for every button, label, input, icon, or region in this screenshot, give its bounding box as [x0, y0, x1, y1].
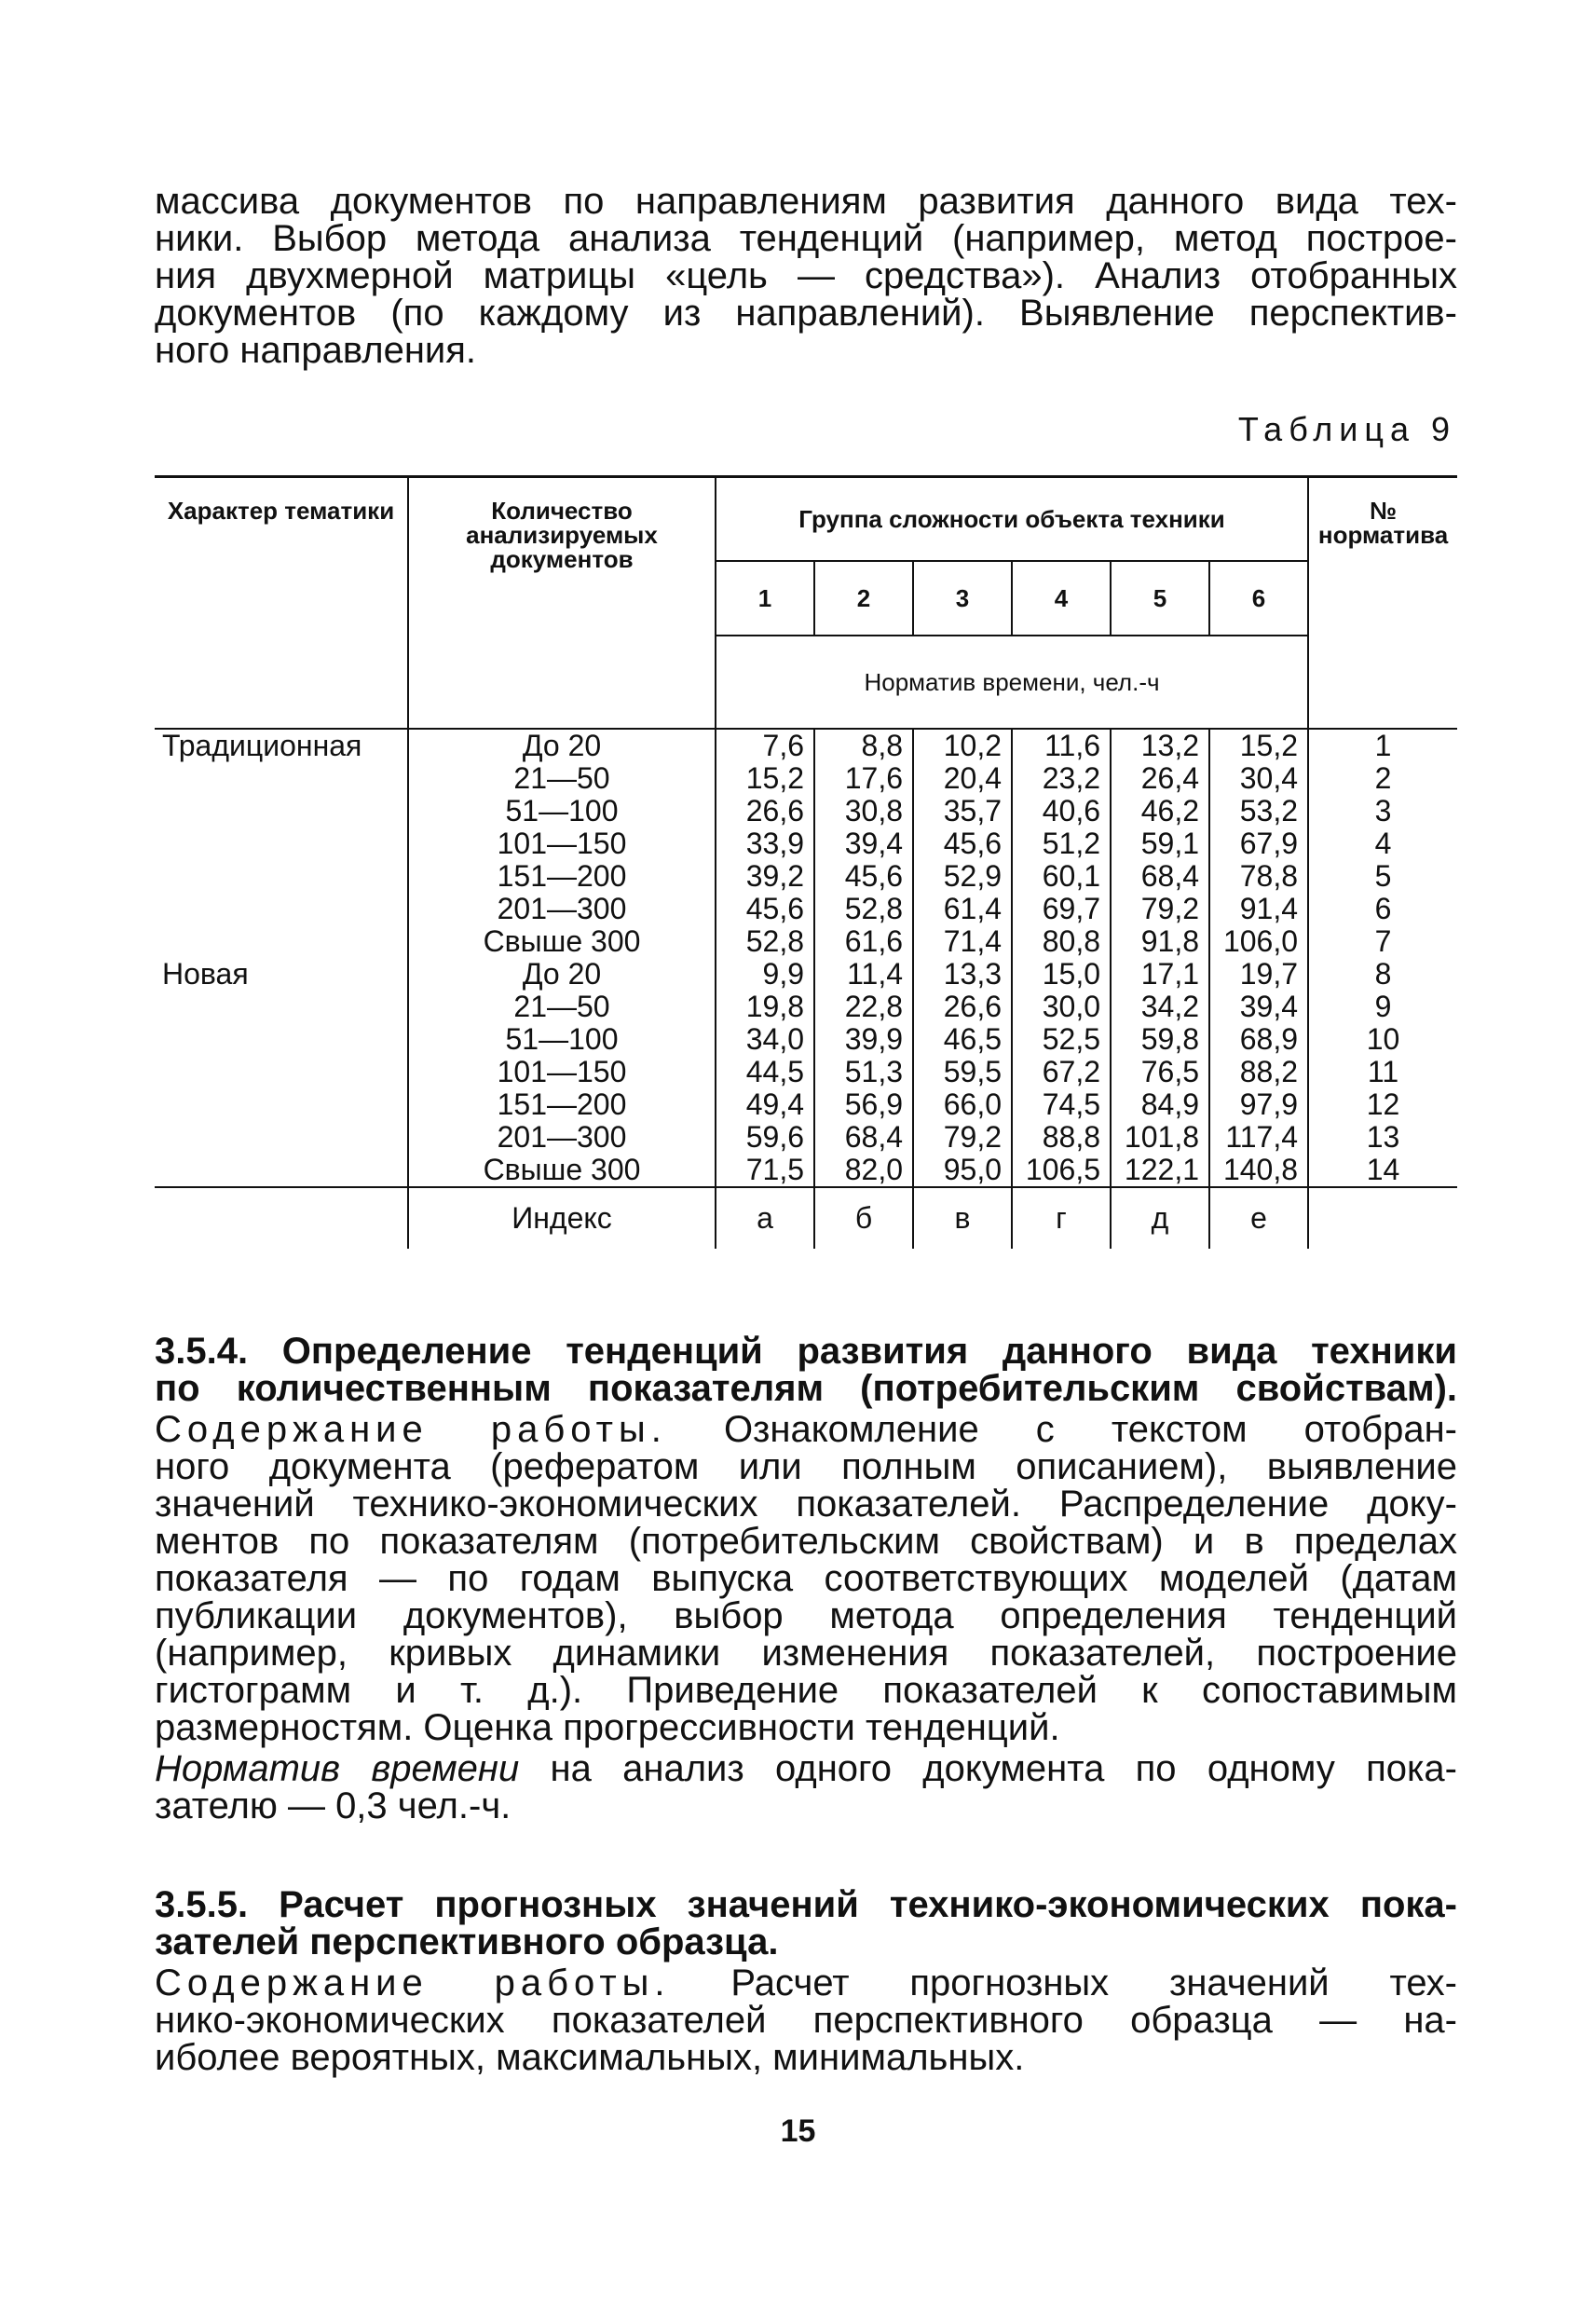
norm-value-cell: 71,4 — [913, 925, 1012, 958]
norm-number-cell: 13 — [1308, 1121, 1457, 1154]
topic-cell — [155, 1121, 408, 1154]
norm-number-cell: 1 — [1308, 729, 1457, 762]
topic-cell — [155, 991, 408, 1023]
norm-number-cell: 11 — [1308, 1056, 1457, 1088]
topic-cell — [155, 795, 408, 827]
topic-cell — [155, 1088, 408, 1121]
norm-value-cell: 97,9 — [1209, 1088, 1308, 1121]
section-heading-line: 3.5.5. Расчет прогнозных значений технико-экономических пока- — [155, 1884, 1457, 1925]
index-value: в — [913, 1187, 1012, 1249]
topic-cell — [155, 860, 408, 893]
norm-value-cell: 30,8 — [814, 795, 913, 827]
norm-value-cell: 68,9 — [1209, 1023, 1308, 1056]
norm-value-cell: 106,5 — [1012, 1154, 1111, 1187]
count-cell: 51—100 — [408, 1023, 716, 1056]
table-row — [155, 1121, 1457, 1154]
norm-value-cell: 69,7 — [1012, 893, 1111, 925]
content-first-line — [155, 1964, 1457, 2002]
content-line: (например, кривых динамики изменения показателей, построение — [155, 1633, 1457, 1674]
header-norm-time: Норматив времени, чел.-ч — [716, 636, 1308, 729]
norm-value-cell: 68,4 — [814, 1121, 913, 1154]
norm-value-cell: 95,0 — [913, 1154, 1012, 1187]
content-line: публикации документов), выбор метода определения тенденций — [155, 1595, 1457, 1636]
topic-cell — [155, 1154, 408, 1187]
norm-value-cell: 39,9 — [814, 1023, 913, 1056]
section-3-5-4 — [155, 1333, 1457, 1825]
norm-value-cell: 13,3 — [913, 958, 1012, 991]
norm-value-cell: 76,5 — [1111, 1056, 1209, 1088]
norm-value-cell: 26,6 — [716, 795, 814, 827]
norm-value-cell: 45,6 — [716, 893, 814, 925]
norm-value-cell: 13,2 — [1111, 729, 1209, 762]
norm-value-cell: 46,5 — [913, 1023, 1012, 1056]
content-line: значений технико-экономических показателей. Распределение доку- — [155, 1484, 1457, 1525]
content-first-line — [155, 1411, 1457, 1448]
norm-value-cell: 59,1 — [1111, 827, 1209, 860]
norm-line: на анализ одного документа по одному пока- — [550, 1748, 1457, 1789]
norm-value-cell: 11,6 — [1012, 729, 1111, 762]
norm-value-cell: 79,2 — [913, 1121, 1012, 1154]
norm-value-cell: 9,9 — [716, 958, 814, 991]
norm-value-cell: 91,4 — [1209, 893, 1308, 925]
content-label: Содержание работы. — [155, 1409, 667, 1450]
intro-line: массива документов по направлениям развития данного вида тех- — [155, 181, 1457, 222]
norm-value-cell: 79,2 — [1111, 893, 1209, 925]
norms-table — [155, 475, 1457, 1249]
norm-value-cell: 40,6 — [1012, 795, 1111, 827]
group-number: 3 — [913, 561, 1012, 636]
count-cell: 51—100 — [408, 795, 716, 827]
norm-value-cell: 45,6 — [913, 827, 1012, 860]
section-3-5-5 — [155, 1886, 1457, 2076]
topic-cell — [155, 1056, 408, 1088]
norm-value-cell: 67,9 — [1209, 827, 1308, 860]
norm-value-cell: 117,4 — [1209, 1121, 1308, 1154]
norm-value-cell: 45,6 — [814, 860, 913, 893]
table-body — [155, 729, 1457, 1187]
topic-cell — [155, 762, 408, 795]
topic-cell — [155, 925, 408, 958]
norm-number-cell: 3 — [1308, 795, 1457, 827]
norm-value-cell: 35,7 — [913, 795, 1012, 827]
norm-value-cell: 106,0 — [1209, 925, 1308, 958]
count-cell: 151—200 — [408, 860, 716, 893]
content-line: размерностям. Оценка прогрессивности тенденций. — [155, 1707, 1060, 1748]
intro-line: документов (по каждому из направлений). Выявление перспектив- — [155, 293, 1457, 334]
count-cell: Свыше 300 — [408, 1154, 716, 1187]
count-cell: До 20 — [408, 729, 716, 762]
section-heading-line: по количественным показателям (потребительским свойствам). — [155, 1368, 1457, 1409]
group-number: 5 — [1111, 561, 1209, 636]
norm-value-cell: 30,4 — [1209, 762, 1308, 795]
norm-value-cell: 19,7 — [1209, 958, 1308, 991]
norm-value-cell: 17,1 — [1111, 958, 1209, 991]
topic-cell: Новая — [162, 956, 249, 991]
intro-line: ники. Выбор метода анализа тенденций (например, метод построе- — [155, 218, 1457, 259]
norm-number-cell: 9 — [1308, 991, 1457, 1023]
group-number: 2 — [814, 561, 913, 636]
section-heading-line: 3.5.4. Определение тенденций развития данного вида техники — [155, 1331, 1457, 1372]
norm-value-cell: 67,2 — [1012, 1056, 1111, 1088]
norm-value-cell: 10,2 — [913, 729, 1012, 762]
table-row — [155, 893, 1457, 925]
content-line: Ознакомление с текстом отобран- — [723, 1409, 1457, 1450]
norm-number-cell: 8 — [1308, 958, 1457, 991]
norm-value-cell: 68,4 — [1111, 860, 1209, 893]
count-cell: До 20 — [408, 958, 716, 991]
table-row — [155, 729, 1457, 762]
norm-value-cell: 22,8 — [814, 991, 913, 1023]
norm-value-cell: 44,5 — [716, 1056, 814, 1088]
norm-label: Норматив времени — [155, 1748, 520, 1789]
content-line: иболее вероятных, максимальных, минимальных. — [155, 2037, 1025, 2078]
table-row — [155, 991, 1457, 1023]
topic-cell — [155, 893, 408, 925]
group-number: 1 — [716, 561, 814, 636]
table-row — [155, 958, 1457, 991]
norm-value-cell: 8,8 — [814, 729, 913, 762]
table-row — [155, 827, 1457, 860]
count-cell: 151—200 — [408, 1088, 716, 1121]
content-line: нико-экономических показателей перспективного образца — на- — [155, 2000, 1457, 2041]
content-line: Расчет прогнозных значений тех- — [730, 1962, 1457, 2003]
norm-value-cell: 15,2 — [1209, 729, 1308, 762]
norm-value-cell: 59,5 — [913, 1056, 1012, 1088]
norm-value-cell: 49,4 — [716, 1088, 814, 1121]
norm-value-cell: 34,2 — [1111, 991, 1209, 1023]
content-line: гистограмм и т. д.). Приведение показателей к сопоставимым — [155, 1670, 1457, 1711]
table-row — [155, 1056, 1457, 1088]
norm-value-cell: 52,8 — [716, 925, 814, 958]
norm-line: зателю — 0,3 чел.-ч. — [155, 1785, 512, 1826]
intro-line: ния двухмерной матрицы «цель — средства»). Анализ отобранных — [155, 255, 1457, 296]
topic-cell — [155, 1023, 408, 1056]
norm-value-cell: 39,2 — [716, 860, 814, 893]
norm-value-cell: 78,8 — [1209, 860, 1308, 893]
norm-value-cell: 66,0 — [913, 1088, 1012, 1121]
table-row — [155, 925, 1457, 958]
count-cell: 21—50 — [408, 762, 716, 795]
header-topic: Характер тематики — [155, 477, 408, 729]
norm-value-cell: 71,5 — [716, 1154, 814, 1187]
table-row — [155, 762, 1457, 795]
section-heading-line: зателей перспективного образца. — [155, 1921, 779, 1962]
norm-value-cell: 51,2 — [1012, 827, 1111, 860]
norm-value-cell: 30,0 — [1012, 991, 1111, 1023]
norm-value-cell: 59,8 — [1111, 1023, 1209, 1056]
norm-value-cell: 20,4 — [913, 762, 1012, 795]
norm-value-cell: 53,2 — [1209, 795, 1308, 827]
norm-value-cell: 91,8 — [1111, 925, 1209, 958]
page-number: 15 — [780, 2113, 816, 2149]
content-line: ного документа (рефератом или полным описанием), выявление — [155, 1446, 1457, 1487]
norm-value-cell: 52,9 — [913, 860, 1012, 893]
index-value: б — [814, 1187, 913, 1249]
intro-paragraph — [155, 183, 1457, 369]
header-norm-number: № норматива — [1308, 477, 1457, 729]
header-count: Количество анализируемых документов — [408, 477, 716, 729]
table-caption: Таблица 9 — [1237, 410, 1456, 448]
norm-first-line — [155, 1750, 1457, 1787]
norm-value-cell: 15,2 — [716, 762, 814, 795]
norm-number-cell: 5 — [1308, 860, 1457, 893]
norm-value-cell: 59,6 — [716, 1121, 814, 1154]
norm-value-cell: 39,4 — [814, 827, 913, 860]
count-cell: 101—150 — [408, 1056, 716, 1088]
norm-value-cell: 80,8 — [1012, 925, 1111, 958]
index-row — [155, 1187, 1457, 1249]
count-cell: 21—50 — [408, 991, 716, 1023]
table-row — [155, 795, 1457, 827]
count-cell: 201—300 — [408, 1121, 716, 1154]
norm-value-cell: 26,4 — [1111, 762, 1209, 795]
norm-value-cell: 61,4 — [913, 893, 1012, 925]
norm-value-cell: 61,6 — [814, 925, 913, 958]
norm-number-cell: 4 — [1308, 827, 1457, 860]
norm-value-cell: 15,0 — [1012, 958, 1111, 991]
index-value: д — [1111, 1187, 1209, 1249]
norm-value-cell: 26,6 — [913, 991, 1012, 1023]
empty-cell — [155, 1187, 408, 1249]
norm-value-cell: 11,4 — [814, 958, 913, 991]
norm-value-cell: 122,1 — [1111, 1154, 1209, 1187]
table-row — [155, 1088, 1457, 1121]
index-value: а — [716, 1187, 814, 1249]
norm-value-cell: 46,2 — [1111, 795, 1209, 827]
norm-number-cell: 12 — [1308, 1088, 1457, 1121]
index-value: г — [1012, 1187, 1111, 1249]
table-row — [155, 1023, 1457, 1056]
norm-value-cell: 19,8 — [716, 991, 814, 1023]
norm-value-cell: 17,6 — [814, 762, 913, 795]
index-label: Индекс — [408, 1187, 716, 1249]
norm-value-cell: 39,4 — [1209, 991, 1308, 1023]
norm-value-cell: 34,0 — [716, 1023, 814, 1056]
norm-value-cell: 7,6 — [716, 729, 814, 762]
norm-number-cell: 2 — [1308, 762, 1457, 795]
norm-number-cell: 10 — [1308, 1023, 1457, 1056]
group-number: 6 — [1209, 561, 1308, 636]
table-row — [155, 860, 1457, 893]
content-line: показателя — по годам выпуска соответствующих моделей (датам — [155, 1558, 1457, 1599]
topic-cell: Традиционная — [155, 729, 408, 762]
content-line: ментов по показателям (потребительским свойствам) и в пределах — [155, 1521, 1457, 1562]
norm-value-cell: 23,2 — [1012, 762, 1111, 795]
norm-value-cell: 82,0 — [814, 1154, 913, 1187]
norm-value-cell: 52,8 — [814, 893, 913, 925]
norm-value-cell: 52,5 — [1012, 1023, 1111, 1056]
norm-number-cell: 6 — [1308, 893, 1457, 925]
norm-number-cell: 14 — [1308, 1154, 1457, 1187]
norm-number-cell: 7 — [1308, 925, 1457, 958]
norm-value-cell: 74,5 — [1012, 1088, 1111, 1121]
norm-value-cell: 101,8 — [1111, 1121, 1209, 1154]
group-number: 4 — [1012, 561, 1111, 636]
norm-value-cell: 60,1 — [1012, 860, 1111, 893]
topic-cell — [155, 827, 408, 860]
norm-value-cell: 84,9 — [1111, 1088, 1209, 1121]
norm-value-cell: 56,9 — [814, 1088, 913, 1121]
norm-value-cell: 51,3 — [814, 1056, 913, 1088]
norm-value-cell: 33,9 — [716, 827, 814, 860]
count-cell: Свыше 300 — [408, 925, 716, 958]
header-group: Группа сложности объекта техники — [716, 477, 1308, 561]
count-cell: 101—150 — [408, 827, 716, 860]
table-row — [155, 1154, 1457, 1187]
norm-value-cell: 88,8 — [1012, 1121, 1111, 1154]
index-value: е — [1209, 1187, 1308, 1249]
count-cell: 201—300 — [408, 893, 716, 925]
intro-line: ного направления. — [155, 330, 477, 371]
norm-value-cell: 140,8 — [1209, 1154, 1308, 1187]
empty-cell — [1308, 1187, 1457, 1249]
content-label: Содержание работы. — [155, 1962, 671, 2003]
norm-value-cell: 88,2 — [1209, 1056, 1308, 1088]
